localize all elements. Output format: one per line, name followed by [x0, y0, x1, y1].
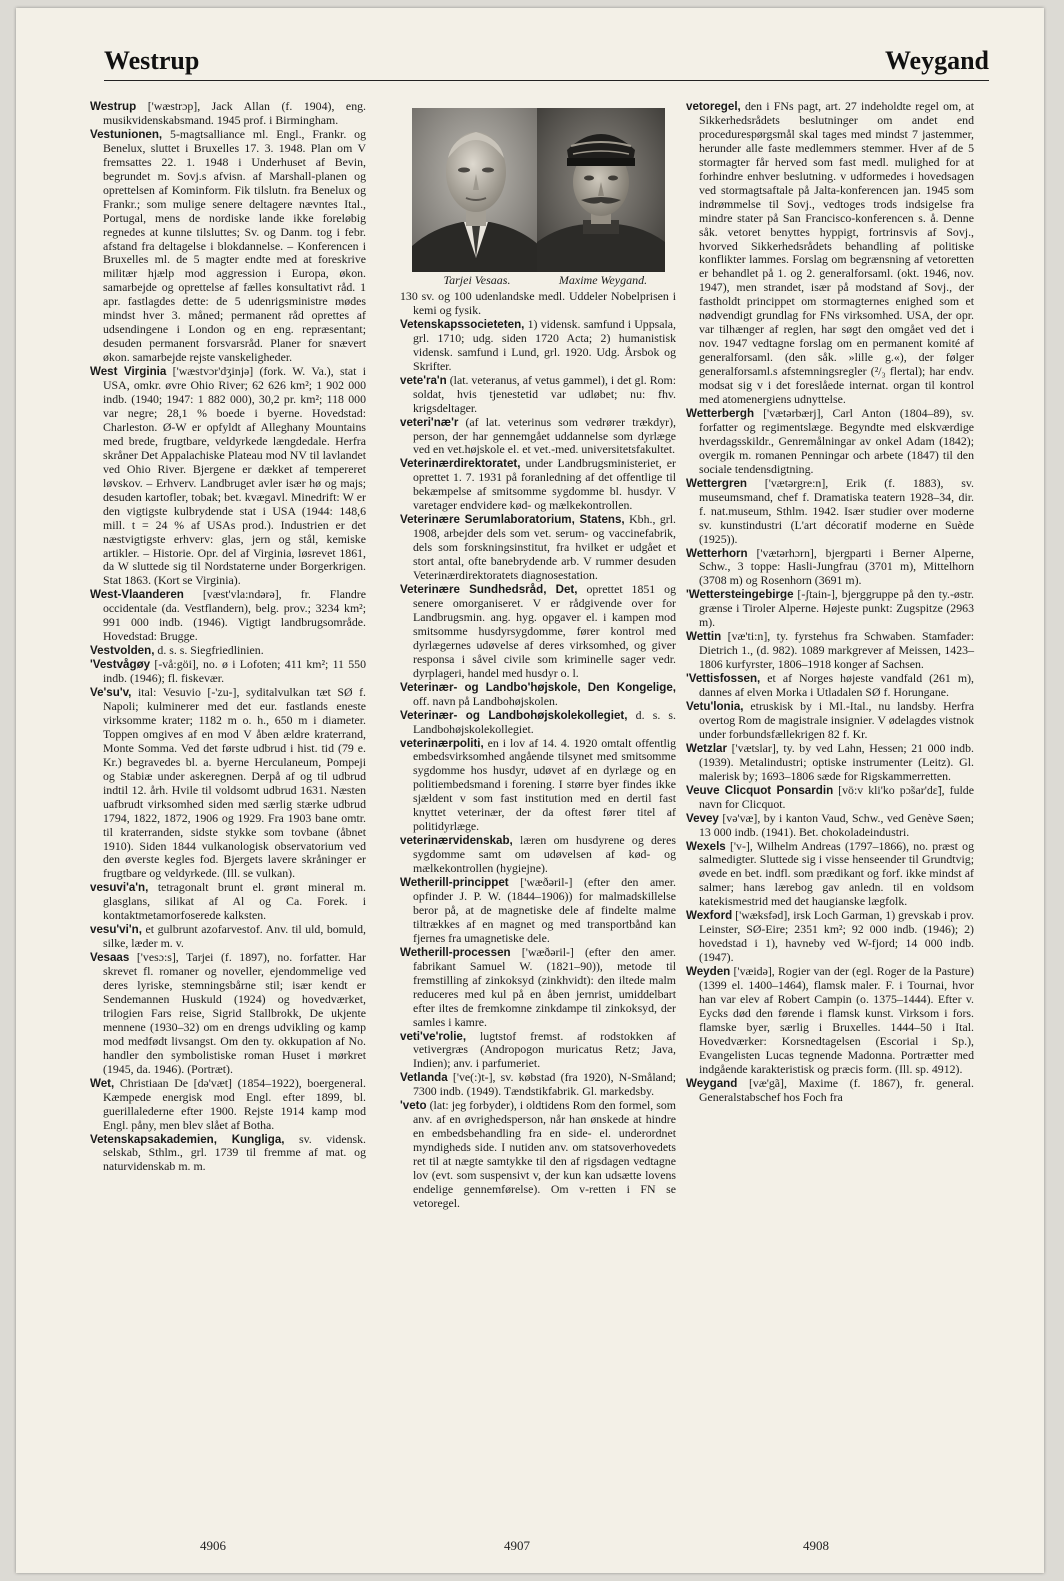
entry-headword: Wetterbergh	[686, 406, 755, 420]
entry-text: [væ'gã], Maxime (f. 1867), fr. general. Generalstabschef hos Foch fra	[699, 1075, 974, 1104]
entry-headword: Weyden	[686, 965, 731, 979]
entry-headword: Wetherill-processen	[400, 945, 511, 959]
entry-text: ['vætərgre:n], Erik (f. 1883), sv. museumsmand, chef f. Dramatiska teatern 1928–34, dir. f. nat.museum, Sthlm. 1942. Især studier over moderne sv. kunstindustri (L'art décoratif moderne en Suède (1925)).	[699, 475, 974, 546]
entry-headword: Vetu'lonia,	[686, 699, 744, 713]
entry-headword: West Virginia	[90, 365, 167, 379]
entry-text: oprettet 1851 og senere omorganiseret. V er rådgivende over for Landbrugsmin. ang. hyg. opgaver el. i kampen mod smitsomme husdyrsygdomme, fører kontrol med dyrlægernes udøvelse af deres virksomhed, og giver responsa i såvel civile som kriminelle sager vedr. dyrplageri, handel med husdyr o. l.	[413, 582, 676, 680]
entry-text: Christiaan De [də'væt] (1854–1922), boergeneral. Kæmpede energisk mod Engl. efter 1899, bl. guerillalederne efter 1900. Rejste 1914 kamp mod Engl. påny, men blev slået af Botha.	[103, 1075, 366, 1132]
entry-headword: Veuve Clicquot Ponsardin	[686, 783, 834, 797]
entry-text: [-ʃtain-], bjerggruppe på den ty.-østr. grænse i Tiroler Alperne. Højeste punkt: Zugspitze (2963 m).	[699, 587, 974, 630]
entry-headword: Wettergren	[686, 476, 747, 490]
dictionary-entry	[90, 1077, 366, 1133]
entry-text: etruskisk by i Ml.-Ital., nu landsby. Herfra overtog Rom de magistrale insignier. V ødelagdes vistnok under forbundsfællekrigen 82 f. Kr.	[699, 698, 974, 741]
entry-text: d. s. s. Landbohøjskolekollegiet.	[413, 707, 677, 736]
entry-headword: Vetenskapsakademien, Kungliga,	[90, 1132, 285, 1146]
entry-text: ['v-], Wilhelm Andreas (1797–1866), no. præst og salmedigter. Sluttede sig i visse henseender til Grundtvig; øvede en bet. indfl. som prædikant og forf. ikke mindst af salmer; hans lærebog gav anledn. til en voldsom katekismestrid med det haugianske lægfolk.	[699, 838, 974, 909]
dictionary-entry	[686, 812, 974, 840]
entry-headword: 'Wettersteingebirge	[686, 588, 794, 602]
entry-headword: Veterinær- og Landbohøjskolekollegiet,	[400, 708, 628, 722]
entry-headword: Wexels	[686, 839, 726, 853]
entry-headword: Veterinær- og Landbo'højskole, Den Kongelige,	[400, 680, 676, 694]
entry-headword: vesu'vi'n,	[90, 923, 142, 937]
entry-text: (lat. veteranus, af vetus gammel), i det gl. Rom: soldat, hvis tjenestetid var udløbet; nu: fhv. krigsdeltager.	[413, 372, 677, 415]
dictionary-entry	[400, 834, 676, 876]
entry-headword: Wettin	[686, 630, 722, 644]
dictionary-entry	[90, 365, 366, 588]
dictionary-entry	[686, 784, 974, 812]
dictionary-entry	[90, 881, 366, 923]
entry-text: Kbh., grl. 1908, arbejder dels som vet. serum- og vaccinefabrik, dels som forskningsinstitut, fra hvilket er udgået et stort antal, ofte banebrydende arb. V rummer desuden Veterinærdirektoratets diagnosestation.	[413, 512, 676, 583]
dictionary-entry	[686, 1077, 974, 1105]
dictionary-entry	[400, 946, 676, 1030]
dictionary-entry	[90, 588, 366, 644]
running-head-right: Weygand	[884, 46, 989, 75]
dictionary-entry	[90, 923, 366, 951]
dictionary-entry	[686, 100, 974, 407]
dictionary-entry	[90, 658, 366, 686]
entry-text: ['væidə], Rogier van der (egl. Roger de la Pasture) (1399 el. 1400–1464), flamsk maler. F. i Tournai, hvor han var elev af Robert Campin (o. 1375–1444). Efter v. Eycks død den førende i flamsk kunst. Virksom i fors. flamske byer, særlig i Bruxelles. 1444–50 i Ital. Hovedværker: Korsnedtagelsen (Escorial i Sp.), Evangelisten Lucas tegnende Madonna. Portrætter med indgående karakteristisk og præcis form. (Ill. sp. 4912).	[699, 964, 974, 1076]
entry-text: (lat: jeg forbyder), i oldtidens Rom den formel, som anv. af en øvrighedsperson, når han ønskede at hindre en embedsbehandling fra en side- el. underordnet myndigheds side. I nutiden anv. om statsoverhovedets ret til at nægte samtykke til den af rigsdagen vedtagne lov (evt. som suspensivt v, der kun kan udsætte lovens endelige gennemførelse). Om v-retten i FN se vetoregel.	[413, 1098, 676, 1210]
dictionary-entry	[90, 686, 366, 881]
dictionary-entry	[400, 290, 676, 318]
entry-text: ['vesɔ:s], Tarjei (f. 1897), no. forfatter. Har skrevet fl. romaner og noveller, ejendommelige ved deres lyriske, stemningsbårne stil; især kendt er Sendemannen Huskuld (1924) og hovedværket, trilogien Fars reise, Sigrid Stallbrokk, De ukjente mennene (1930–32) om en drengs udvikling og kamp mod medfødt livsangst. Om den ty. okkupation af No. handler den symbolistiske roman Huset i mørkret (1945, da. 1946). (Portræt).	[103, 950, 366, 1076]
dictionary-entry	[400, 457, 676, 513]
dictionary-entry	[400, 737, 676, 835]
dictionary-entry	[400, 709, 676, 737]
caption-vesaas: Tarjei Vesaas.	[443, 273, 511, 287]
dictionary-entry	[686, 630, 974, 672]
entry-text: [væ'ti:n], ty. fyrstehus fra Schwaben. Stamfader: Dietrich 1., (d. 982). 1089 markgrever af Meissen, 1423–1806 kurfyrster, 1806–1918 konger af Sachsen.	[699, 629, 974, 672]
entry-text: 5-magtsalliance ml. Engl., Frankr. og Benelux, sluttet i Bruxelles 17. 3. 1948. Plan om V fremsattes 22. 1. 1948 i Underhuset af Bevin, begrundet m. Sovj.s afvisn. af Marshall-planen og oprettelsen af Kominform. Fik tilslutn. fra Benelux og Frankr.; som mulige senere deltagere nævntes Ital., Portugal, mens de nordiske lande ikke foreløbig regnedes at kunne tilsluttes; Sv. og Danm. tog i febr. afstand fra deltagelse i blokdannelse. – Konferencen i Bruxelles ml. de 5 magter endte med at foreskrive militær hjælp mod aggression i Europa, økon. samarbejde og oprettelse af fælles konsultativt råd. 1 apr. fastlagdes dette: de 5 udenrigsministre mødes mindst hver 3. måned; permanent råd oprettes af udsendingene i London og en eng. repræsentant; desuden permanent forsvarsråd. Planer for snævert økon. samarbejde rejste vanskeligheder.	[103, 126, 366, 365]
entry-headword: Veterinære Serumlaboratorium, Statens,	[400, 513, 625, 527]
page-number-right: 4908	[803, 1538, 829, 1553]
entry-text: 1) vidensk. samfund i Uppsala, grl. 1710; udg. siden 1720 Acta; 2) humanistisk vidensk. samfund i Lund, grl. 1920. Udg. Årsbok og Skrifter.	[413, 316, 676, 373]
entry-text: et af Norges højeste vandfald (261 m), dannes af elven Morka i Utladalen SØ f. Horungane.	[699, 671, 974, 700]
dictionary-entry	[686, 588, 974, 630]
dictionary-page	[16, 8, 1044, 1573]
entry-text: ['wæksfəd], irsk Loch Garman, 1) grevskab i prov. Leinster, SØ-Eire; 2351 km²; 92 000 indb. (1946); 2) hovedstad i 1), havneby ved W-fjord; 14 000 indb. (1947).	[699, 908, 974, 965]
entry-text: læren om husdyrene og deres sygdomme samt om udøvelsen af kød- og mælkekontrollen (hygiejne).	[413, 833, 676, 876]
dictionary-entry	[686, 909, 974, 965]
dictionary-entry	[400, 374, 676, 416]
dictionary-entry	[400, 513, 676, 583]
entry-headword: veteri'næ'r	[400, 415, 459, 429]
entry-headword: Vetlanda	[400, 1071, 448, 1085]
entry-text: [væst'vla:ndərə], fr. Flandre occidentale (da. Vestflandern), belg. prov.; 3234 km²; 991 000 indb. (1946). Vigtigt landbrugsområde. Hovedstad: Brugge.	[103, 587, 366, 644]
entry-text: under Landbrugsministeriet, er oprettet 1. 7. 1931 på foranledning af det offentlige til bekæmpelse af smitsomme sygdomme bl. husdyr. V varetager endvidere kød- og mælkekontrollen.	[413, 456, 676, 513]
entry-headword: Veterinærdirektoratet,	[400, 457, 521, 471]
entry-headword: veterinærpoliti,	[400, 736, 484, 750]
entry-headword: Westrup	[90, 100, 137, 113]
entry-headword: Vevey	[686, 811, 719, 825]
entry-text: (af lat. veterinus som vedrører trækdyr), person, der har gennemgået uddannelse som dyrlæge ved en vet.højskole el. et vet.-med. universitetsfakultet.	[413, 414, 676, 457]
dictionary-entry	[90, 951, 366, 1077]
entry-text: ['vætərhɔrn], bjergparti i Berner Alperne, Schw., 3 toppe: Hasli-Jungfrau (3701 m), Mittelhorn (3708 m) og Rosenhorn (3691 m).	[699, 545, 974, 588]
entry-text: ['wæstrɔp], Jack Allan (f. 1904), eng. musikvidenskabsmand. 1945 prof. i Birmingham.	[103, 99, 366, 127]
dictionary-entry	[400, 416, 676, 458]
entry-headword: Vesaas	[90, 951, 130, 965]
dictionary-entry	[400, 583, 676, 681]
entry-text: ital: Vesuvio [-'zu-], syditalvulkan tæt SØ f. Napoli; kulminerer med det eur. fastlands eneste virksomme krater; 1182 m o. h., 650 m i diameter. Toppen omgives af en mod V åben ældre kraterrand, Monte Somma. Ved det første udbrud i hist. tid (79 e. Kr.) begravedes bl. a. byerne Herculaneum, Pompeji og Stabiæ under askeregnen. Derpå af og til udbrud indtil 12. årh. Hvile til voldsomt udbrud 1631. Næsten uafbrudt virksomhed siden med særlig stærke udbrud 1794, 1822, 1872, 1906 og 1929. Fra 1903 bane omtr. til kraterranden, sidste stykke som tovbane (åbnet 1910). Siden 1844 vulkanologisk observatorium ved den øverste kegles fod. Bjergets lavere skråninger er frugtbare og veldyrkede. (Ill. se vulkan).	[103, 685, 366, 881]
entry-headword: Wetherill-princippet	[400, 876, 509, 890]
dictionary-entry	[400, 1030, 676, 1072]
portrait-photo-vesaas	[412, 108, 540, 272]
portrait-pair	[400, 100, 676, 286]
dictionary-entry	[400, 876, 676, 946]
column-left	[90, 100, 366, 1174]
entry-headword: Vestvolden,	[90, 644, 155, 658]
entry-text: [və'væ], by i kanton Vaud, Schw., ved Genève Søen; 13 000 indb. (1941). Bet. chokoladeindustri.	[699, 810, 974, 839]
entry-text: [-vå:göi], no. ø i Lofoten; 411 km²; 11 550 indb. (1946); fl. fiskevær.	[103, 657, 366, 686]
dictionary-entry	[90, 644, 366, 658]
entry-text: ['vætərbærj], Carl Anton (1804–89), sv. forfatter og regimentslæge. Begyndte med elskværdige hverdagsskildr., Genremålningar av onkel Adam (1842); overgik m. romanen Penningar och arbete (1847) til den sociale tendensdigtning.	[699, 405, 974, 476]
portrait-photo-weygand	[537, 108, 665, 272]
entry-text: sv. vidensk. selskab, Sthlm., grl. 1739 til fremme af mat. og naturvidenskab m. m.	[103, 1131, 366, 1174]
dictionary-entry	[686, 700, 974, 742]
entry-headword: Wexford	[686, 909, 733, 923]
dictionary-entry	[400, 1071, 676, 1099]
dictionary-entry	[686, 840, 974, 910]
entry-text: [vö:v kli'ko pɔ̃sar'dɛ̃], fulde navn for Clicquot.	[699, 782, 974, 811]
header-rule	[104, 80, 989, 81]
entry-text: ['wæðəril-] (efter den amer. fabrikant Samuel W. (1821–90)), metode til fremstilling af zinkoksyd (zinkhvidt): den iltede malm reduceres med kul på en åben jernrist, umiddelbart efter iltes de fremkomne zinkdampe til zinkoksyd, der samles i kamre.	[413, 944, 676, 1029]
dictionary-entry	[686, 477, 974, 547]
dictionary-entry	[686, 672, 974, 700]
entry-text: off. navn på Landbohøjskolen.	[413, 693, 558, 708]
entry-text: den i FNs pagt, art. 27 indeholdte regel om, at Sikkerhedsrådets beslutninger om andet end procedurespørgsmål skal tages med mindst 7 jastemmer, herunder alle faste medlemmers stemmer. Hver af de 5 stormagter får herved som fast medl. mulighed for at forhindre enhver beslutning. v udformedes i hovedsagen ved stormagtsaftale på Jalta-konferencen jan. 1945 som indrømmelse til Sovj., vedtoges trods indsigelse fra mindre stater på San Francisco-konferencen s. å. Denne såk. vetoret benyttes hyppigt, fortrinsvis af Sovj., hvorved Sikkerhedsrådets behandling af politiske konflikter lammes. Forslag om begrænsning af vetoretten er behandlet på 1. og 2. generalforsaml. (okt. 1946, nov. 1947), men strandet, især på modstand af Sovj., der fastholdt princippet om stormagternes enighed som et nødvendigt grundlag for FNs virksomhed. USA, der opr. var tilhænger af reglen, har søgt den omgået ved det i nov. 1947 vedtagne forslag om en permanent komité af generalforsaml. (den såk. »lille g.«), der følger generalforsaml.s afstemningsregler (²/₃ flertal); har endv. modsat sig v i det foreslåede internat. organ til kontrol med atomenergiens udnyttelse.	[699, 99, 974, 407]
entry-headword: veterinærvidenskab,	[400, 834, 513, 848]
entry-headword: Vetenskapssocieteten,	[400, 317, 525, 331]
entry-text: ['wæstvɔr'dʒinjə] (fork. W. Va.), stat i USA, omkr. øvre Ohio River; 62 626 km²; 1 902 000 indb. (1940; 1947: 1 882 000), 30,2 pr. km²; 118 000 var negre; 28,1 % boede i byerne. Hovedstad: Charleston. Ø-W er opfyldt af Alleghany Mountains med brede, frugtbare, veldyrkede længdedale. Herfra skråner Det Appalachiske Plateau mod NV til lavlandet ved Ohio River. Bjergene er dækket af tempereret løvskov. – Erhverv. Landbruget avler især hø og majs; desuden kartofler, tobak; bet. kvægavl. Minedrift: W er den vigtigste kulbrydende stat i USA (1944: 148,6 mill. t = 24 % af USAs prod.). Industrien er det næstvigtigste erhverv: glas, jern og stål, kemiske artikler. – Historie. Opr. del af Virginia, løsrevet 1861, da W sluttede sig til Nordstaterne under Borgerkrigen. Stat 1863. (Kort se Virginia).	[103, 364, 366, 588]
entry-text: ['wæðəril-] (efter den amer. opfinder J. P. W. (1844–1906)) for malmadskillelse beror på, at de magnetiske dele af findelte malme tiltrækkes af en magnet og med transportbånd kan fjernes fra umagnetiske dele.	[413, 875, 676, 945]
entry-text: 130 sv. og 100 udenlandske medl. Uddeler Nobelprisen i kemi og fysik.	[400, 289, 676, 317]
dictionary-entry	[90, 128, 366, 365]
column-middle	[400, 100, 676, 1211]
entry-headword: Vestunionen,	[90, 127, 163, 141]
entry-headword: Veterinære Sundhedsråd, Det,	[400, 583, 578, 597]
dictionary-entry	[686, 547, 974, 589]
entry-headword: Wet,	[90, 1076, 115, 1090]
dictionary-entry	[400, 318, 676, 374]
dictionary-entry	[686, 407, 974, 477]
entry-headword: 'veto	[400, 1099, 427, 1113]
column-middle-entries	[400, 290, 676, 1211]
page-number-left: 4906	[200, 1538, 226, 1553]
entry-text: d. s. s. Siegfriedlinien.	[154, 643, 264, 658]
entry-headword: West-Vlaanderen	[90, 588, 184, 602]
entry-text: tetragonalt brunt el. grønt mineral m. glasglans, silikat af Al og Ca. Forek. i kontaktmetamorfoserede kalksten.	[103, 880, 366, 923]
entry-text: en i lov af 14. 4. 1920 omtalt offentlig embedsvirksomhed angående tilsynet med smitsomme sygdomme hos husdyr, udøvet af en dyrlæge og en politiembedsmand i forening. I større byer findes ikke sjældent v som fast institution med en dertil fast knyttet veterinær, der da oftest fører titel af politidyrlæge.	[413, 735, 676, 834]
dictionary-entry	[90, 100, 366, 128]
dictionary-entry	[686, 965, 974, 1077]
entry-text: ['vætslar], ty. by ved Lahn, Hessen; 21 000 indb. (1939). Metalindustri; optiske instrumenter (Leitz). Gl. malerisk by; 1693–1806 sæde for Rigskammerretten.	[699, 740, 974, 783]
dictionary-entry	[90, 1133, 366, 1175]
entry-headword: 'Vettisfossen,	[686, 672, 761, 686]
dictionary-entry	[400, 681, 676, 709]
entry-headword: Weygand	[686, 1076, 738, 1090]
entry-text: ['ve(:)t-], sv. købstad (fra 1920), N-Småland; 7300 indb. (1949). Tændstikfabrik. Gl. markedsby.	[413, 1070, 676, 1099]
page-number-middle: 4907	[504, 1538, 530, 1553]
dictionary-entry	[400, 1099, 676, 1211]
entry-headword: vete'ra'n	[400, 373, 447, 387]
entry-headword: Wetterhorn	[686, 546, 748, 560]
column-right	[686, 100, 974, 1105]
entry-headword: Ve'su'v,	[90, 686, 132, 700]
entry-headword: Wetzlar	[686, 741, 728, 755]
entry-headword: 'Vestvågøy	[90, 658, 151, 672]
caption-weygand: Maxime Weygand.	[558, 273, 648, 287]
entry-headword: vetoregel,	[686, 100, 741, 113]
entry-headword: veti've'rolie,	[400, 1029, 467, 1043]
dictionary-entry	[686, 742, 974, 784]
running-head-left: Westrup	[104, 46, 200, 75]
entry-text: lugtstof fremst. af rodstokken af vetivergræs (Andropogon muricatus Retz; Java, Indien); anv. i parfumeriet.	[413, 1028, 676, 1071]
entry-text: et gulbrunt azofarvestof. Anv. til uld, bomuld, silke, læder m. v.	[103, 922, 366, 951]
entry-headword: vesuvi'a'n,	[90, 881, 149, 895]
